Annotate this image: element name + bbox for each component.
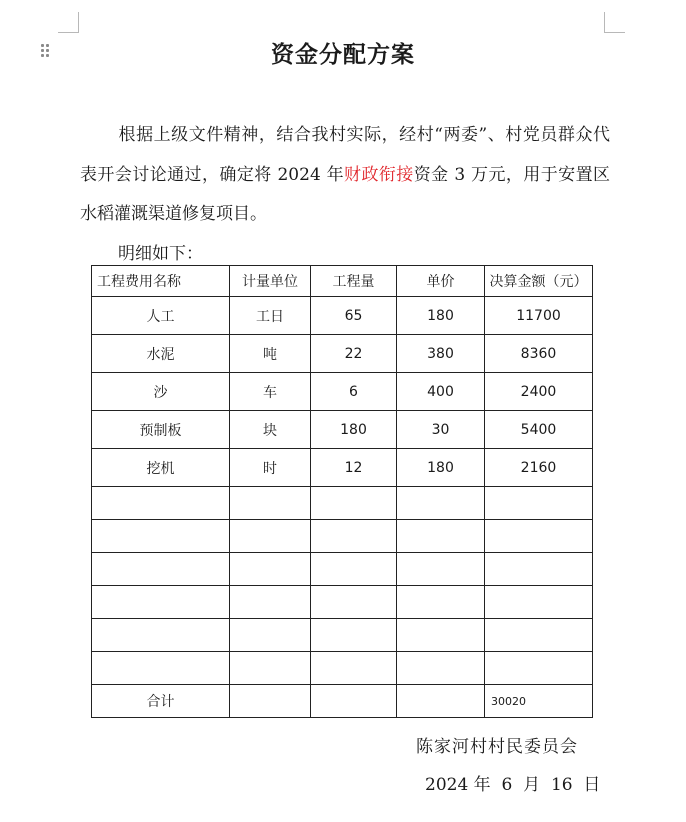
total-amount: 30020 — [485, 685, 593, 718]
cell-amount: 2400 — [485, 373, 593, 411]
cell-quantity: 180 — [311, 411, 397, 449]
cell-amount: 8360 — [485, 335, 593, 373]
cell-quantity: 12 — [311, 449, 397, 487]
table-cell[interactable] — [230, 487, 311, 520]
table-row-empty — [92, 553, 593, 586]
header-amount: 决算金额（元） — [485, 266, 593, 297]
table-cell[interactable] — [311, 586, 397, 619]
table-cell[interactable] — [311, 619, 397, 652]
header-quantity: 工程量 — [311, 266, 397, 297]
table-cell[interactable] — [485, 652, 593, 685]
table-cell[interactable] — [311, 652, 397, 685]
cell-amount: 2160 — [485, 449, 593, 487]
table-total-row — [92, 685, 593, 718]
page-corner-mark-left — [58, 12, 79, 33]
paragraph-highlight: 财政衔接 — [344, 164, 414, 185]
cell-unit-price: 400 — [397, 373, 485, 411]
cell-unit-price: 380 — [397, 335, 485, 373]
table-row — [92, 335, 593, 373]
date-day-unit: 日 — [583, 775, 601, 795]
table-cell[interactable] — [230, 652, 311, 685]
cell-unit: 块 — [230, 411, 311, 449]
table-cell[interactable] — [485, 553, 593, 586]
table-row — [92, 411, 593, 449]
cell-unit: 工日 — [230, 297, 311, 335]
table-cell[interactable] — [397, 619, 485, 652]
table-cell[interactable] — [230, 619, 311, 652]
cell-quantity: 22 — [311, 335, 397, 373]
table-row — [92, 449, 593, 487]
cell-item-name: 人工 — [92, 297, 230, 335]
table-row — [92, 297, 593, 335]
table-row-empty — [92, 619, 593, 652]
table-cell[interactable] — [92, 553, 230, 586]
date-day: 16 — [550, 775, 573, 795]
cell-amount: 11700 — [485, 297, 593, 335]
table-row — [92, 373, 593, 411]
table-cell[interactable] — [397, 652, 485, 685]
table-cell[interactable] — [92, 487, 230, 520]
table-cell[interactable] — [485, 487, 593, 520]
table-cell[interactable] — [92, 586, 230, 619]
table-cell[interactable] — [485, 619, 593, 652]
table-cell[interactable] — [397, 685, 485, 718]
header-unit: 计量单位 — [230, 266, 311, 297]
table-cell[interactable] — [311, 487, 397, 520]
table-row-empty — [92, 520, 593, 553]
date-year-unit: 年 — [473, 775, 491, 795]
detail-label: 明细如下： — [118, 244, 203, 264]
table-cell[interactable] — [311, 685, 397, 718]
table-cell[interactable] — [230, 520, 311, 553]
header-item-name: 工程费用名称 — [92, 266, 230, 297]
cell-unit: 吨 — [230, 335, 311, 373]
cell-item-name: 挖机 — [92, 449, 230, 487]
table-cell[interactable] — [230, 685, 311, 718]
table-header-row — [92, 266, 593, 297]
paragraph-text-before: 根据上级文件精神，结合我村实际，经村“两委”、村党员群众代表开会讨论通过，确定将 2024 年 — [80, 125, 610, 185]
date-month-unit: 月 — [523, 775, 541, 795]
table-row-empty — [92, 652, 593, 685]
date-month: 6 — [501, 775, 513, 795]
cell-unit: 车 — [230, 373, 311, 411]
cost-table — [91, 265, 593, 718]
table-cell[interactable] — [397, 553, 485, 586]
table-cell[interactable] — [230, 553, 311, 586]
cell-unit: 时 — [230, 449, 311, 487]
signature-org: 陈家河村村民委员会 — [416, 737, 578, 757]
table-cell[interactable] — [311, 520, 397, 553]
table-cell[interactable] — [485, 520, 593, 553]
table-cell[interactable] — [92, 652, 230, 685]
date-year: 2024 — [425, 775, 469, 795]
table-row-empty — [92, 487, 593, 520]
table-cell[interactable] — [311, 553, 397, 586]
cell-item-name: 沙 — [92, 373, 230, 411]
total-label: 合计 — [92, 685, 230, 718]
signature-date — [425, 770, 600, 795]
table-cell[interactable] — [397, 586, 485, 619]
table-cell[interactable] — [92, 520, 230, 553]
table-cell[interactable] — [485, 586, 593, 619]
cell-quantity: 65 — [311, 297, 397, 335]
header-unit-price: 单价 — [397, 266, 485, 297]
cell-unit-price: 180 — [397, 297, 485, 335]
cell-quantity: 6 — [311, 373, 397, 411]
cell-item-name: 预制板 — [92, 411, 230, 449]
cell-amount: 5400 — [485, 411, 593, 449]
cell-unit-price: 180 — [397, 449, 485, 487]
table-cell[interactable] — [397, 520, 485, 553]
table-row-empty — [92, 586, 593, 619]
table-cell[interactable] — [92, 619, 230, 652]
table-cell[interactable] — [230, 586, 311, 619]
paragraph-text-after: 资金 3 万元，用于安置区水稻灌溉渠道修复项目。 — [80, 164, 611, 224]
cell-unit-price: 30 — [397, 411, 485, 449]
document-title: 资金分配方案 — [271, 41, 415, 68]
body-paragraph — [80, 116, 610, 235]
table-cell[interactable] — [397, 487, 485, 520]
cell-item-name: 水泥 — [92, 335, 230, 373]
page-corner-mark-right — [604, 12, 625, 33]
